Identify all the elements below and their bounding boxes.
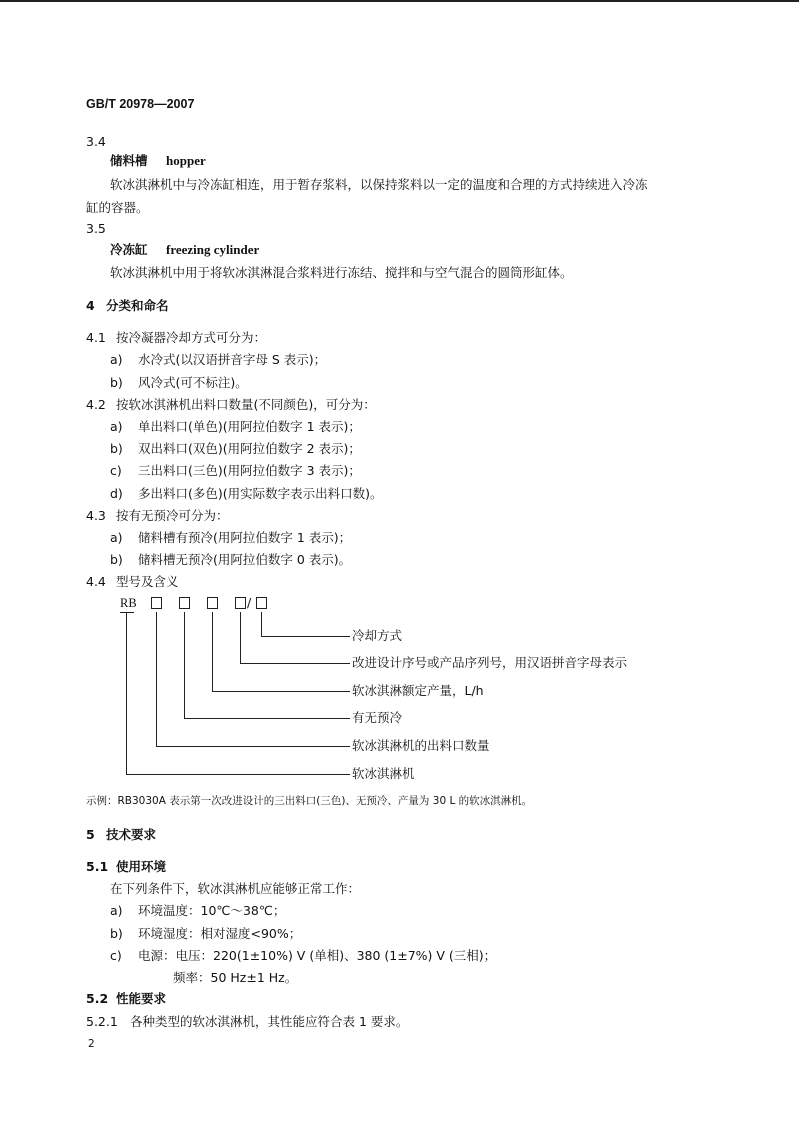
term-cn: 冷冻缸	[110, 242, 148, 257]
clause-number: 5.2.1	[86, 1014, 118, 1029]
list-item: 单出料口(单色)(用阿拉伯数字 1 表示)；	[138, 419, 361, 434]
standard-number: GB/T 20978—2007	[86, 97, 195, 111]
clause-number: 4.1	[86, 330, 106, 345]
placeholder-box-precool	[179, 597, 190, 609]
clause-text: 在下列条件下，软冰淇淋机应能够正常工作：	[110, 881, 361, 896]
definition-line: 软冰淇淋机中用于将软冰淇淋混合浆料进行冻结、搅拌和与空气混合的圆筒形缸体。	[110, 265, 573, 280]
clause-number: 5.1	[86, 859, 109, 874]
definition-line: 软冰淇淋机中与冷冻缸相连，用于暂存浆料，以保持浆料以一定的温度和合理的方式持续进入冷冻	[110, 177, 648, 192]
list-label: b)	[110, 375, 123, 390]
leader-line	[240, 663, 350, 664]
term-en: hopper	[166, 153, 206, 168]
clause-number: 4.4	[86, 574, 106, 589]
list-item: 水冷式(以汉语拼音字母 S 表示)；	[138, 352, 327, 367]
designation-label: 软冰淇淋机	[352, 766, 415, 781]
designation-label: 软冰淇淋额定产量，L/h	[352, 683, 484, 698]
list-label: b)	[110, 552, 123, 567]
page-number: 2	[88, 1038, 95, 1050]
clause-text: 按软冰淇淋机出料口数量(不同颜色)，可分为：	[116, 397, 376, 412]
placeholder-box-cooling	[256, 597, 267, 609]
clause-text: 按有无预冷可分为：	[116, 508, 229, 523]
section-title: 技术要求	[106, 827, 157, 842]
clause-number: 3.4	[86, 134, 106, 149]
list-item: 储料槽无预冷(用阿拉伯数字 0 表示)。	[138, 552, 352, 567]
list-item: 环境温度：10℃～38℃；	[138, 903, 286, 918]
leader-line	[126, 774, 350, 775]
list-label: c)	[110, 463, 122, 478]
clause-text: 各种类型的软冰淇淋机，其性能应符合表 1 要求。	[130, 1014, 409, 1029]
top-rule	[0, 0, 799, 2]
leader-line	[184, 612, 185, 719]
placeholder-box-design-serial	[235, 597, 246, 609]
term-en: freezing cylinder	[166, 242, 260, 257]
section-number: 5	[86, 827, 95, 842]
placeholder-box-outlets	[151, 597, 162, 609]
designation-label: 冷却方式	[352, 628, 403, 643]
clause-number: 3.5	[86, 221, 106, 236]
leader-line	[212, 612, 213, 692]
list-item: 电源：电压：220(1±10%) V (单相)、380 (1±7%) V (三相)；	[138, 948, 497, 963]
leader-line	[184, 718, 350, 719]
slash: /	[247, 595, 252, 610]
leader-line	[212, 691, 350, 692]
list-label: a)	[110, 903, 123, 918]
list-label: a)	[110, 530, 123, 545]
designation-label: 改进设计序号或产品序列号，用汉语拼音字母表示	[352, 655, 628, 670]
list-item: 多出料口(多色)(用实际数字表示出料口数)。	[138, 486, 383, 501]
list-item: 三出料口(三色)(用阿拉伯数字 3 表示)；	[138, 463, 361, 478]
definition-line: 缸的容器。	[86, 200, 149, 215]
leader-line	[261, 636, 350, 637]
leader-line	[240, 612, 241, 664]
clause-text: 按冷凝器冷却方式可分为：	[116, 330, 267, 345]
list-item-continuation: 频率：50 Hz±1 Hz。	[173, 970, 298, 985]
list-label: a)	[110, 419, 123, 434]
list-item: 环境湿度：相对湿度<90%；	[138, 926, 302, 941]
designation-label: 有无预冷	[352, 710, 403, 725]
leader-line	[156, 746, 350, 747]
leader-line	[156, 612, 157, 747]
clause-title: 型号及含义	[116, 574, 179, 589]
placeholder-box-capacity	[207, 597, 218, 609]
clause-title: 性能要求	[116, 991, 167, 1006]
list-item: 储料槽有预冷(用阿拉伯数字 1 表示)；	[138, 530, 352, 545]
list-item: 风冷式(可不标注)。	[138, 375, 248, 390]
prefix-underline	[120, 612, 134, 613]
clause-number: 4.2	[86, 397, 106, 412]
clause-title: 使用环境	[116, 859, 167, 874]
section-number: 4	[86, 298, 95, 313]
section-title: 分类和命名	[106, 298, 169, 313]
term-cn: 储料槽	[110, 153, 148, 168]
list-item: 双出料口(双色)(用阿拉伯数字 2 表示)；	[138, 441, 361, 456]
list-label: b)	[110, 441, 123, 456]
designation-label: 软冰淇淋机的出料口数量	[352, 738, 490, 753]
clause-number: 5.2	[86, 991, 109, 1006]
leader-line	[261, 612, 262, 637]
list-label: c)	[110, 948, 122, 963]
example-note: 示例：RB3030A 表示第一次改进设计的三出料口(三色)、无预冷、产量为 30 L 的软冰淇淋机。	[86, 795, 533, 807]
clause-number: 4.3	[86, 508, 106, 523]
list-label: d)	[110, 486, 123, 501]
list-label: b)	[110, 926, 123, 941]
list-label: a)	[110, 352, 123, 367]
model-prefix: RB	[120, 596, 137, 610]
leader-line	[126, 613, 127, 775]
